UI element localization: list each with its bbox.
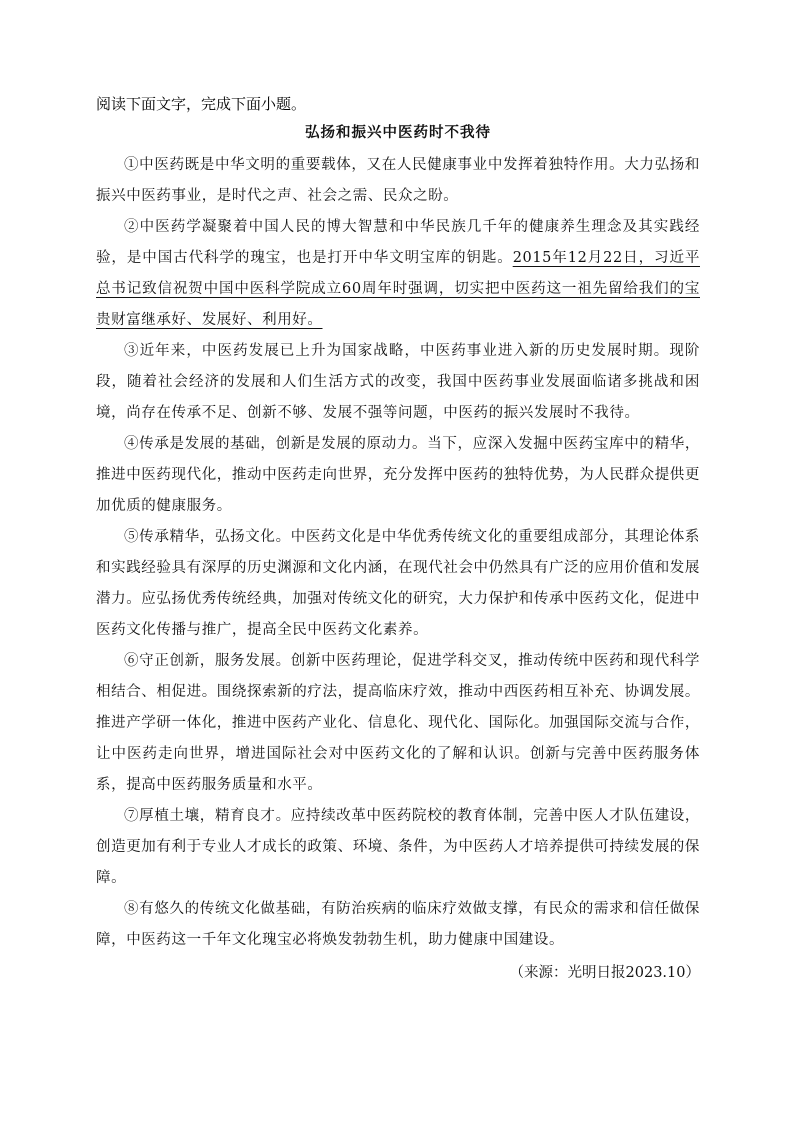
paragraph-3 — [96, 336, 700, 429]
paragraph-6 — [96, 646, 700, 801]
paragraph-text: ⑧有悠久的传统文化做基础，有防治疾病的临床疗效做支撑，有民众的需求和信任做保障，中医药这一千年文化瑰宝必将焕发勃勃生机，助力健康中国建设。 — [96, 901, 700, 948]
instruction-text: 阅读下面文字，完成下面小题。 — [96, 95, 307, 113]
paragraph-text: ①中医药既是中华文明的重要载体，又在人民健康事业中发挥着独特作用。大力弘扬和振兴中医药事业，是时代之声、社会之需、民众之盼。 — [96, 157, 700, 204]
paragraph-7 — [96, 801, 700, 894]
paragraph-text: ⑤传承精华，弘扬文化。中医药文化是中华优秀传统文化的重要组成部分，其理论体系和实践经验具有深厚的历史渊源和文化内涵，在现代社会中仍然具有广泛的应用价值和发展潜力。应弘扬优秀传统经典，加强对传统文化的研究，大力保护和传承中医药文化，促进中医药文化传播与推广，提高全民中医药文化素养。 — [96, 529, 700, 638]
paragraph-text: ③近年来，中医药发展已上升为国家战略，中医药事业进入新的历史发展时期。现阶段，随着社会经济的发展和人们生活方式的改变，我国中医药事业发展面临诸多挑战和困境，尚存在传承不足、创新不够、发展不强等问题，中医药的振兴发展时不我待。 — [96, 343, 700, 421]
paragraph-2 — [96, 212, 700, 336]
paragraph-8 — [96, 894, 700, 956]
paragraph-5 — [96, 522, 700, 646]
paragraph-text: ⑦厚植土壤，精育良才。应持续改革中医药院校的教育体制，完善中医人才队伍建设，创造更加有利于专业人才成长的政策、环境、条件，为中医药人才培养提供可持续发展的保障。 — [96, 808, 700, 886]
document-page — [96, 92, 700, 988]
article-title: 弘扬和振兴中医药时不我待 — [305, 124, 491, 141]
underlined-quote: 2015年12月22日，习近平总书记致信祝贺中国中医科学院成立60周年时强调，切实把中医药这一祖先留给我们的宝贵财富继承好、发展好、利用好。 — [96, 250, 700, 328]
paragraph-4 — [96, 429, 700, 522]
paragraph-1 — [96, 150, 700, 212]
paragraph-text: ④传承是发展的基础，创新是发展的原动力。当下，应深入发掘中医药宝库中的精华，推进中医药现代化，推动中医药走向世界，充分发挥中医药的独特优势，为人民群众提供更加优质的健康服务。 — [96, 436, 700, 514]
source-citation: （来源：光明日报2023.10） — [509, 965, 700, 981]
paragraph-text: ⑥守正创新，服务发展。创新中医药理论，促进学科交叉，推动传统中医药和现代科学相结合、相促进。围绕探索新的疗法，提高临床疗效，推动中西医药相互补充、协调发展。推进产学研一体化，推进中医药产业化、信息化、现代化、国际化。加强国际交流与合作，让中医药走向世界，增进国际社会对中医药文化的了解和认识。创新与完善中医药服务体系，提高中医药服务质量和水平。 — [96, 653, 700, 793]
paragraph-text: ②中医药学凝聚着中国人民的博大智慧和中华民族几千年的健康养生理念及其实践经验，是中国古代科学的瑰宝，也是打开中华文明宝库的钥匙。 — [96, 219, 700, 266]
